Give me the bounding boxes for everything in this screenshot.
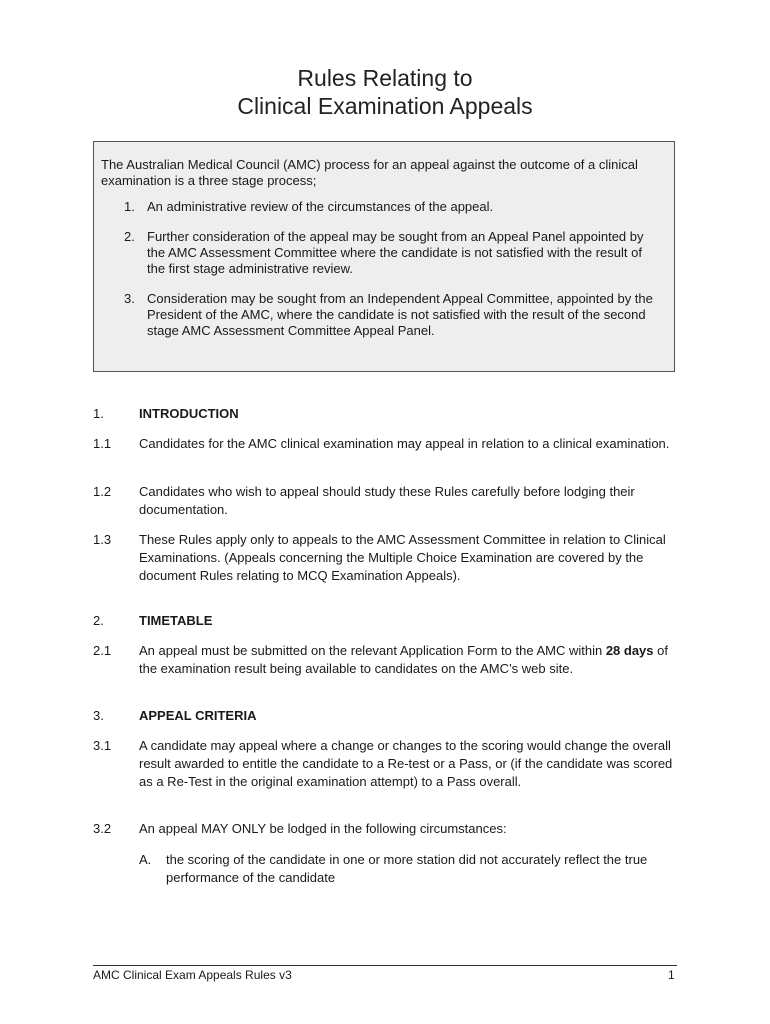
clause-text: These Rules apply only to appeals to the AMC Assessment Committee in relation to Clinical Examinations. (Appeals concerning the Multiple Choice Examination are covered by the document Rules relating to MCQ Examination Appeals). bbox=[139, 532, 666, 583]
clause-number: 2.1 bbox=[93, 643, 112, 658]
clause-number: 1.3 bbox=[93, 532, 112, 547]
clause-2-1 bbox=[93, 642, 675, 678]
clause-text bbox=[139, 642, 675, 678]
footer-divider bbox=[93, 965, 677, 966]
clause-3-2-a bbox=[139, 851, 669, 887]
section-number: 2. bbox=[93, 613, 104, 628]
clause-text: Candidates who wish to appeal should study these Rules carefully before lodging their documentation. bbox=[139, 484, 635, 517]
clause-1-2 bbox=[93, 483, 675, 519]
clause-number: 1.1 bbox=[93, 436, 112, 451]
summary-box bbox=[93, 141, 675, 372]
title-line-1: Rules Relating to bbox=[297, 65, 473, 91]
stage-text: An administrative review of the circumstances of the appeal. bbox=[147, 199, 494, 214]
stage-number: 2. bbox=[124, 229, 135, 244]
stage-number: 3. bbox=[124, 291, 135, 306]
clause-1-3 bbox=[93, 531, 675, 585]
clause-3-1 bbox=[93, 737, 675, 791]
section-heading-introduction bbox=[93, 405, 675, 423]
section-heading: TIMETABLE bbox=[139, 613, 213, 628]
stage-text: Further consideration of the appeal may be sought from an Appeal Panel appointed by the AMC Assessment Committee where the candidate is not satisfied with the result of the first stage administrative review. bbox=[147, 229, 644, 276]
summary-intro: The Australian Medical Council (AMC) process for an appeal against the outcome of a clinical examination is a three stage process; bbox=[101, 157, 638, 188]
section-number: 1. bbox=[93, 406, 104, 421]
clause-number: 3.2 bbox=[93, 821, 112, 836]
stage-list bbox=[101, 199, 666, 339]
stage-item bbox=[101, 199, 666, 215]
clause-3-2 bbox=[93, 820, 675, 838]
sub-clause-text: the scoring of the candidate in one or more station did not accurately reflect the true performance of the candidate bbox=[166, 852, 648, 885]
page-number: 1 bbox=[668, 968, 675, 982]
section-heading-timetable bbox=[93, 612, 675, 630]
sub-clause-letter: A. bbox=[139, 852, 152, 867]
clause-text-start: An appeal must be submitted on the relevant Application Form to the AMC within bbox=[139, 643, 606, 658]
clause-number: 1.2 bbox=[93, 484, 112, 499]
stage-text: Consideration may be sought from an Independent Appeal Committee, appointed by the President of the AMC, where the candidate is not satisfied with the result of the second stage AMC Assessment Committee Appeal Panel. bbox=[147, 291, 653, 338]
footer-doc-name: AMC Clinical Exam Appeals Rules v3 bbox=[93, 968, 292, 982]
clause-text: Candidates for the AMC clinical examination may appeal in relation to a clinical examination. bbox=[139, 436, 670, 451]
clause-text-end: of the examination result being available to candidates on the AMC’s web site. bbox=[139, 643, 668, 676]
deadline-days: 28 days bbox=[605, 643, 654, 658]
clause-1-1 bbox=[93, 435, 675, 453]
title-line-2: Clinical Examination Appeals bbox=[237, 93, 533, 119]
section-heading-appeal-criteria bbox=[93, 707, 675, 725]
section-number: 3. bbox=[93, 708, 104, 723]
document-title bbox=[0, 64, 770, 120]
section-heading: INTRODUCTION bbox=[139, 406, 239, 421]
section-heading: APPEAL CRITERIA bbox=[139, 708, 257, 723]
clause-text: A candidate may appeal where a change or changes to the scoring would change the overall result awarded to entitle the candidate to a Re-test or a Pass, or (if the candidate was scored as a Re-Test in the original examination attempt) to a Pass overall. bbox=[139, 738, 673, 789]
clause-number: 3.1 bbox=[93, 738, 112, 753]
stage-number: 1. bbox=[124, 199, 135, 214]
stage-item bbox=[101, 291, 666, 339]
clause-text: An appeal MAY ONLY be lodged in the following circumstances: bbox=[139, 821, 507, 836]
stage-item bbox=[101, 229, 666, 277]
